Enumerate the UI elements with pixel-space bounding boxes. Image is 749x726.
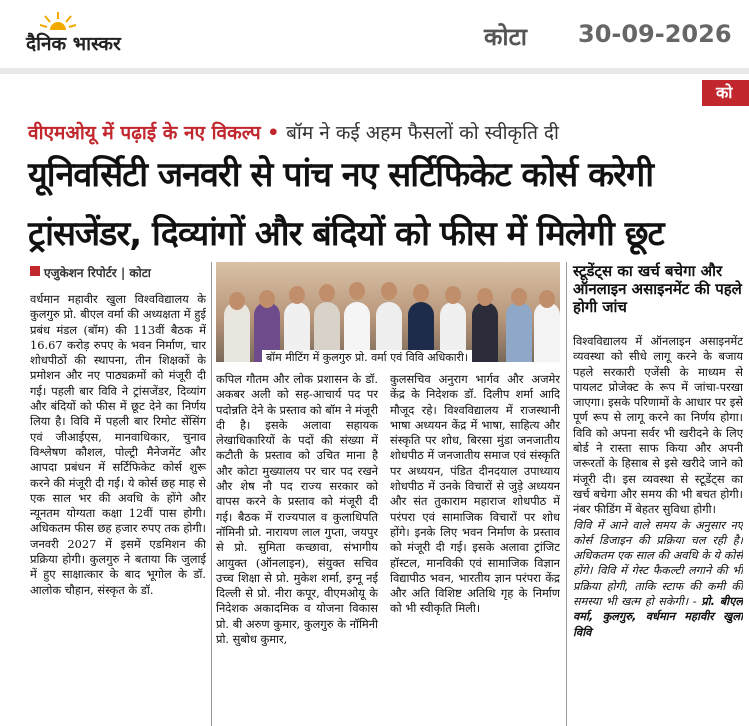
column-divider bbox=[211, 262, 212, 726]
header-divider bbox=[0, 68, 749, 74]
article-column-4 bbox=[573, 334, 743, 726]
kicker-red: वीएमओयू में पढ़ाई के नए विकल्प bbox=[28, 122, 261, 144]
section-tab: को bbox=[702, 80, 749, 106]
edition-date: 30-09-2026 bbox=[578, 20, 732, 48]
edition-city: कोटा bbox=[484, 23, 527, 51]
article-column-2: कपिल गौतम और लोक प्रशासन के डॉ. अकबर अली को सह-आचार्य पद पर पदोन्नति देने के प्रस्ताव को बॉम ने मंजूरी दी है। इसके अलावा सहायक लेखाधिकारियों के पदों की संख्या में कटौती के प्रस्ताव को उचित माना है और कोटा मुख्यालय पर चार पद रखने और शेष नौ पद राज्य सरकार को वापस करने के प्रस्ताव को मंजूरी दी गई। बैठक में राज्यपाल व कुलाधिपति नॉमिनी प्रो. नारायण लाल गुप्ता, जयपुर से प्रो. सुमिता कच्छावा, संभागीय आयुक्त (ऑनलाइन), संयुक्त सचिव उच्च शिक्षा से प्रो. मुकेश शर्मा, इग्नू नई दिल्ली से प्रो. नीरा कपूर, वीएमओयू के निदेशक अकादमिक व योजना विकास प्रो. बी अरुण कुमार, कुलगुरु के नॉमिनी प्रो. सुबोध कुमार, bbox=[216, 372, 378, 647]
vc-quote-text: विवि में आने वाले समय के अनुसार नए कोर्स डिजाइन की प्रक्रिया चल रही है। अधिकतम एक साल की अवधि के ये कोर्स होंगे। विवि में गेस्ट फैकल्टी लगाने की भी प्रक्रिया होगी, ताकि स्टाफ की कमी की समस्या भी खत्म हो सकेगी। - bbox=[573, 518, 743, 609]
article-kicker bbox=[28, 119, 559, 145]
kicker-bullet: • bbox=[267, 122, 280, 144]
column-4-body: विश्वविद्यालय में ऑनलाइन असाइनमेंट व्यवस्था को सीधे लागू करने के बजाय पहले सरकारी एजेंसी के माध्यम से पायलट प्रोजेक्ट के रूप में जांचा-परखा जाएगा। इसके परिणामों के आधार पर इसे पूर्ण रूप से लागू करने का निर्णय होगा। विवि को अपना सर्वर भी खरीदने के लिए बोर्ड ने रास्ता साफ किया और अपनी जरूरतों के हिसाब से इसे खरीदे जाने को मंजूरी दी। इस व्यवस्था से स्टूडेंट्स का खर्च बचेगा और समय की भी बचत होगी। नंबर फीडिंग में बेहतर सुविधा होगी। bbox=[573, 334, 743, 517]
column-divider bbox=[566, 262, 567, 726]
byline-icon bbox=[30, 266, 40, 276]
headline-primary: यूनिवर्सिटी जनवरी से पांच नए सर्टिफिकेट कोर्स करेगी bbox=[28, 155, 654, 195]
masthead bbox=[0, 0, 749, 72]
photo-caption: बॉम मीटिंग में कुलगुरु प्रो. वर्मा एवं विवि अधिकारी। bbox=[262, 350, 472, 365]
vc-quote bbox=[573, 518, 743, 640]
newspaper-logo: दैनिक भास्कर bbox=[26, 33, 121, 55]
vc-quote-attribution: प्रो. बीएल वर्मा, कुलगुरु, वर्धमान महावीर खुला विवि bbox=[573, 595, 743, 639]
side-headline: स्टूडेंट्स का खर्च बचेगा और ऑनलाइन असाइनमेंट की पहले होगी जांच bbox=[573, 262, 742, 316]
sun-logo-icon bbox=[38, 10, 78, 30]
meeting-photo bbox=[216, 262, 560, 362]
byline: एजुकेशन रिपोर्टर | कोटा bbox=[44, 266, 151, 280]
article-column-3: कुलसचिव अनुराग भार्गव और अजमेर केंद्र के निदेशक डॉ. दिलीप शर्मा आदि मौजूद रहे। विश्वविद्यालय में राजस्थानी भाषा अध्ययन केंद्र में भाषा, साहित्य और संस्कृति पर शोध, बिरसा मुंडा जनजातीय शोधपीठ में जनजातीय समाज एवं संस्कृति पर अध्ययन, पंडित दीनदयाल उपाध्याय शोधपीठ में उनके विचारों से जुड़े अध्ययन और संत तुकाराम महाराज शोधपीठ में परंपरा एवं सामाजिक विचारों पर शोध होंगे। इनके लिए भवन निर्माण के प्रस्ताव को मंजूरी दी गई। इसके अलावा ट्रांजिट हॉस्टल, मानविकी एवं सामाजिक विज्ञान विद्यापीठ भवन, भारतीय ज्ञान परंपरा केंद्र और अति विशिष्ट अतिथि गृह के निर्माण को भी स्वीकृति मिली। bbox=[390, 372, 560, 616]
kicker-black: बॉम ने कई अहम फैसलों को स्वीकृति दी bbox=[286, 122, 559, 144]
headline-secondary: ट्रांसजेंडर, दिव्यांगों और बंदियों को फीस में मिलेगी छूट bbox=[28, 214, 664, 254]
article-column-1: वर्धमान महावीर खुला विश्वविद्यालय के कुलगुरु प्रो. बीएल वर्मा की अध्यक्षता में हुई प्रबंध मंडल (बॉम) की 113वीं बैठक में 16.67 करोड़ रुपए के भवन निर्माण, चार शोधपीठों की स्थापना, तीन शिक्षकों के प्रमोशन और नए पाठ्यक्रमों को मंजूरी दी गई। पहली बार विवि ने ट्रांसजेंडर, दिव्यांग और बंदियों को फीस में छूट देने का निर्णय लिया है। विवि में पहली बार रिमोट सेंसिंग एवं जीआईएस, मानवाधिकार, चुनाव विश्लेषण कौशल, पोल्ट्री मैनेजमेंट और आपदा प्रबंधन में सर्टिफिकेट कोर्स शुरू करने की मंजूरी दी गई। ये कोर्स छह माह से एक साल भर की अवधि के होंगे और न्यूनतम योग्यता कक्षा 12वीं पास होगी। अधिकतम फीस छह हजार रुपए तक होगी। जनवरी 2027 में इसमें एडमिशन की प्रक्रिया होगी। कुलगुरु ने बताया कि जुलाई में हुए साक्षात्कार के बाद भूगोल के डॉ. आलोक चौहान, संस्कृत के डॉ. bbox=[30, 292, 206, 597]
